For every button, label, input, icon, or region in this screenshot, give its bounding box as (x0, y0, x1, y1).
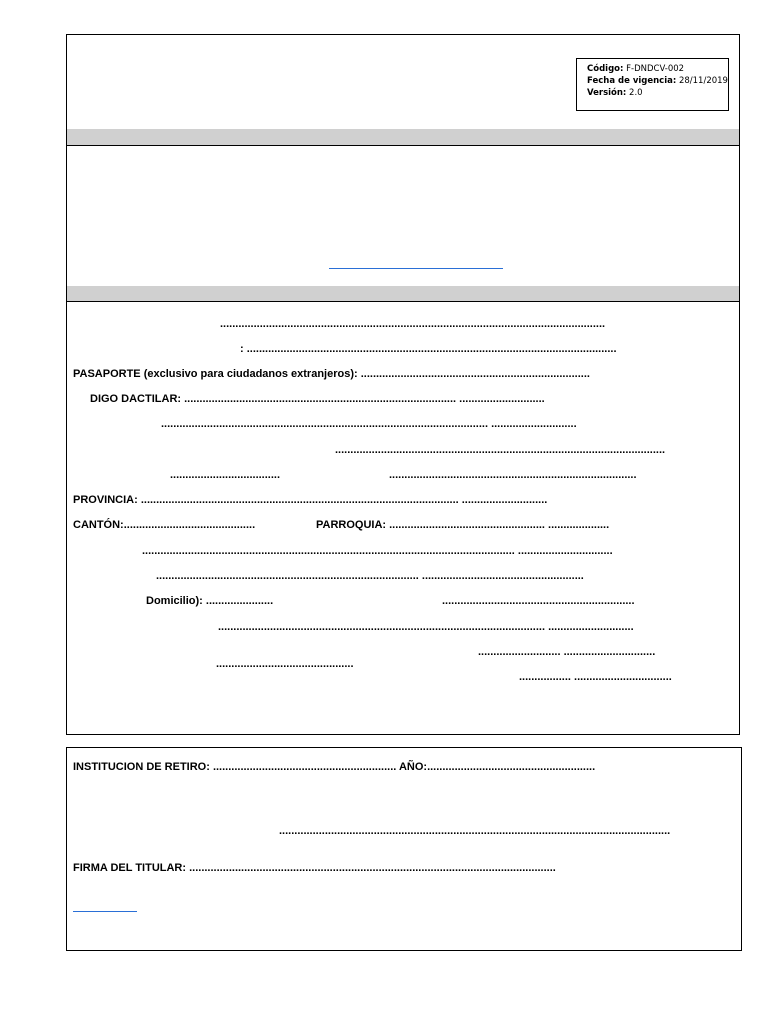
parish-field: PARROQUIA: ................................................... .................... (316, 519, 610, 531)
header-gray-band (67, 129, 739, 145)
form-row-5: ........................................................................................................... ............................ (161, 418, 577, 430)
intro-link-underline[interactable] (329, 268, 503, 269)
form-row-17: ................. ................................ (519, 671, 672, 683)
form-row-1: .............................................................................................................................. (220, 318, 606, 330)
form-row-16: ............................................. (216, 658, 354, 670)
form-row-13b: ............................................................... (442, 595, 635, 607)
passport-row: PASAPORTE (exclusivo para ciudadanos extranjeros): ........................................................................... (73, 368, 590, 380)
form-row-14: ........................................................................................................... ............................ (218, 621, 634, 633)
signature-row: FIRMA DEL TITULAR: ........................................................................................................................ (73, 862, 556, 874)
section1-gray-band (67, 286, 739, 302)
validity-value: 28/11/2019 (678, 76, 728, 86)
form-row-2: : ......................................................................................................................... (240, 343, 617, 355)
form-row-12: ...................................................................................... ..................................................... (156, 570, 584, 582)
form-row-7a: .................................... (170, 469, 281, 481)
code-value: F-DNDCV-002 (626, 64, 685, 74)
form-row-6: ............................................................................................................ (335, 444, 666, 456)
version-value: 2.0 (629, 88, 643, 98)
domicile-field: Domicilio): ...................... (146, 595, 274, 607)
fingerprint-code-row: DIGO DACTILAR: ......................................................................................... ............................ (90, 393, 545, 405)
personal-data-box (66, 301, 740, 735)
intro-box (66, 145, 740, 302)
footer-link-underline[interactable] (73, 911, 137, 912)
canton-field: CANTÓN:........................................... (73, 519, 256, 531)
form-row-7b: ................................................................................. (389, 469, 637, 481)
form-row-15: ........................... .............................. (478, 646, 656, 658)
validity-label: Fecha de vigencia: (587, 76, 677, 86)
validity-line (587, 75, 728, 87)
retirement-box (66, 747, 742, 951)
version-label: Versión: (587, 88, 627, 98)
code-line (587, 63, 684, 75)
province-row: PROVINCIA: ........................................................................................................ ............................ (73, 494, 548, 506)
form-row-11: .......................................................................................................................... ............................... (142, 545, 613, 557)
version-line (587, 87, 643, 99)
blank-field-row: ................................................................................................................................ (279, 825, 671, 837)
code-label: Código: (587, 64, 624, 74)
institution-year-row: INSTITUCION DE RETIRO: ............................................................ AÑO:....................................................... (73, 761, 596, 773)
